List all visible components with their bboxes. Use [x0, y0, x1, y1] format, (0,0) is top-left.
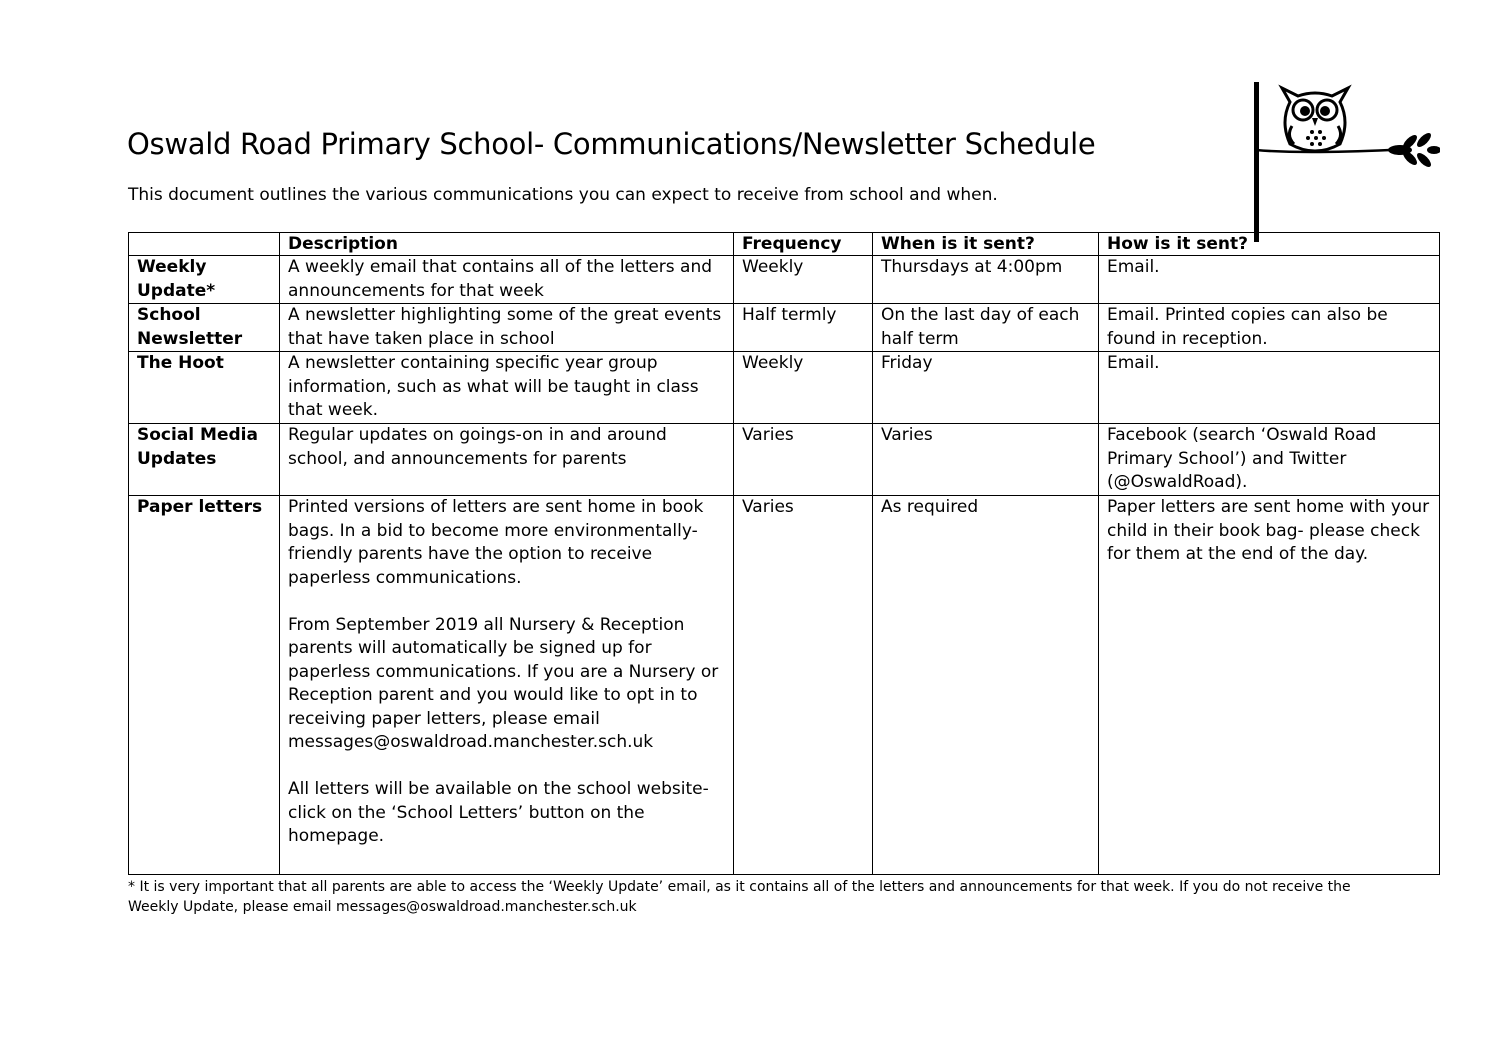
- row-label: Paper letters: [129, 496, 280, 875]
- column-header-frequency: Frequency: [734, 233, 873, 256]
- owl-on-branch-icon: [1240, 82, 1440, 242]
- column-header-description: Description: [280, 233, 734, 256]
- row-label: Social Media Updates: [129, 424, 280, 496]
- row-frequency: Half termly: [734, 304, 873, 352]
- schedule-table: [128, 232, 1440, 875]
- row-frequency: Varies: [734, 424, 873, 496]
- row-frequency: Varies: [734, 496, 873, 875]
- row-when: As required: [873, 496, 1099, 875]
- column-header-how: How is it sent?: [1099, 233, 1440, 256]
- intro-text: This document outlines the various communications you can expect to receive from school and when.: [128, 185, 998, 205]
- table-row: [129, 424, 1440, 496]
- row-when: On the last day of each half term: [873, 304, 1099, 352]
- description-paragraph: From September 2019 all Nursery & Reception parents will automatically be signed up for paperless communications. If you are a Nursery or Reception parent and you would like to opt in to receiving paper letters, please email messages@oswaldroad.manchester.sch.uk: [288, 614, 719, 752]
- row-description: [280, 256, 734, 304]
- row-frequency: Weekly: [734, 352, 873, 424]
- row-description: [280, 304, 734, 352]
- description-paragraph: Regular updates on goings-on in and around school, and announcements for parents: [288, 425, 667, 469]
- row-how: Email. Printed copies can also be found in reception.: [1099, 304, 1440, 352]
- row-label: Weekly Update*: [129, 256, 280, 304]
- description-paragraph: Printed versions of letters are sent home in book bags. In a bid to become more environmentally-friendly parents have the option to receive paperless communications.: [288, 497, 704, 588]
- row-when: Varies: [873, 424, 1099, 496]
- table-row: [129, 304, 1440, 352]
- table-header-row: [129, 233, 1440, 256]
- row-how: Facebook (search ‘Oswald Road Primary School’) and Twitter (@OswaldRoad).: [1099, 424, 1440, 496]
- row-description: [280, 352, 734, 424]
- row-frequency: Weekly: [734, 256, 873, 304]
- table-row: [129, 496, 1440, 875]
- row-how: Email.: [1099, 256, 1440, 304]
- row-description: [280, 496, 734, 875]
- row-how: Email.: [1099, 352, 1440, 424]
- table-row: [129, 256, 1440, 304]
- footnote: * It is very important that all parents are able to access the ‘Weekly Update’ email, as it contains all of the letters and announcements for that week. If you do not receive the Weekly Update, please email messages@oswaldroad.manchester.sch.uk: [128, 879, 1351, 915]
- description-paragraph: All letters will be available on the school website- click on the ‘School Letters’ button on the homepage.: [288, 779, 709, 846]
- row-description: [280, 424, 734, 496]
- page-title: Oswald Road Primary School- Communications/Newsletter Schedule: [127, 127, 1096, 161]
- row-label: School Newsletter: [129, 304, 280, 352]
- description-paragraph: A newsletter containing specific year group information, such as what will be taught in class that week.: [288, 353, 699, 420]
- row-when: Friday: [873, 352, 1099, 424]
- column-header-blank: [129, 233, 280, 256]
- row-when: Thursdays at 4:00pm: [873, 256, 1099, 304]
- row-how: Paper letters are sent home with your child in their book bag- please check for them at the end of the day.: [1099, 496, 1440, 875]
- column-header-when: When is it sent?: [873, 233, 1099, 256]
- description-paragraph: A weekly email that contains all of the letters and announcements for that week: [288, 257, 713, 301]
- row-label: The Hoot: [129, 352, 280, 424]
- table-row: [129, 352, 1440, 424]
- description-paragraph: A newsletter highlighting some of the great events that have taken place in school: [288, 305, 722, 349]
